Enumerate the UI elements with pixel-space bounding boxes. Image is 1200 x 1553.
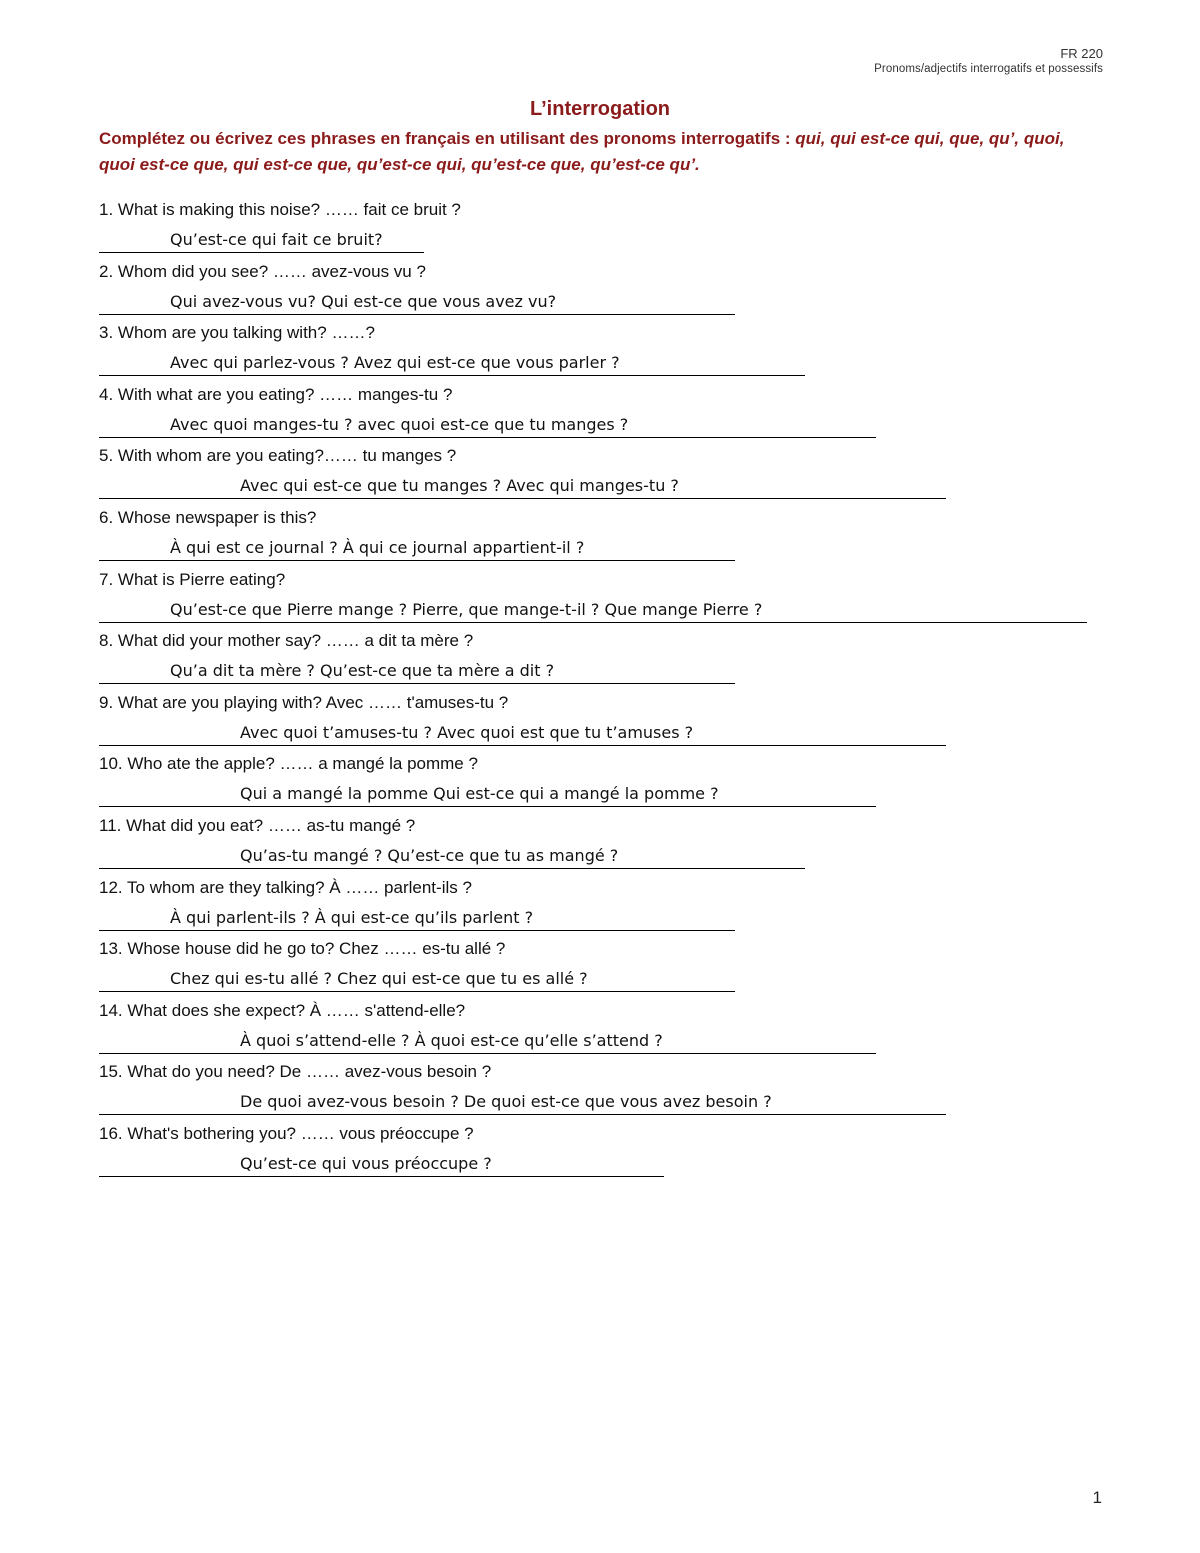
question: 7. What is Pierre eating? — [99, 569, 286, 589]
instructions-pronouns: qui, qui est-ce qui, que, qu’, quoi, quoi est-ce que, qui est-ce que, qu’est-ce qui, qu’est-ce que, qu’est-ce qu’. — [99, 129, 1065, 174]
question: 8. What did your mother say? …… a dit ta mère ? — [99, 631, 474, 651]
exercise-item — [99, 505, 1099, 567]
question: 15. What do you need? De …… avez-vous besoin ? — [99, 1062, 492, 1082]
exercise-list — [99, 197, 1099, 1183]
exercise-item — [99, 751, 1099, 813]
answer-text: Avec quoi t’amuses-tu ? Avec quoi est que tu t’amuses ? — [240, 722, 694, 742]
answer-line[interactable] — [99, 1027, 876, 1054]
exercise-item — [99, 1121, 1099, 1183]
subject-header: Pronoms/adjectifs interrogatifs et possessifs — [874, 63, 1103, 75]
answer-text: De quoi avez-vous besoin ? De quoi est-ce que vous avez besoin ? — [240, 1092, 772, 1112]
question: 10. Who ate the apple? …… a mangé la pomme ? — [99, 754, 478, 774]
exercise-item — [99, 197, 1099, 259]
answer-line[interactable] — [99, 596, 1087, 623]
answer-text: Qui a mangé la pomme Qui est-ce qui a mangé la pomme ? — [240, 784, 719, 804]
answer-line[interactable] — [99, 472, 946, 499]
exercise-item — [99, 1059, 1099, 1121]
answer-text: À quoi s’attend-elle ? À quoi est-ce qu’elle s’attend ? — [240, 1030, 663, 1050]
answer-text: Avec qui parlez-vous ? Avez qui est-ce que vous parler ? — [170, 353, 620, 373]
answer-text: Qu’est-ce qui fait ce bruit? — [170, 230, 383, 249]
answer-line[interactable] — [99, 1150, 664, 1177]
answer-text: Qu’as-tu mangé ? Qu’est-ce que tu as mangé ? — [240, 845, 619, 865]
question: 5. With whom are you eating?…… tu manges ? — [99, 446, 457, 466]
answer-text: Avec qui est-ce que tu manges ? Avec qui manges-tu ? — [240, 476, 679, 496]
exercise-item — [99, 813, 1099, 875]
exercise-item — [99, 567, 1099, 629]
question: 2. Whom did you see? …… avez-vous vu ? — [99, 261, 426, 281]
answer-line[interactable] — [99, 226, 424, 253]
exercise-item — [99, 382, 1099, 444]
answer-text: Qu’est-ce qui vous préoccupe ? — [240, 1153, 492, 1173]
page-number: 1 — [1092, 1488, 1102, 1507]
answer-line[interactable] — [99, 657, 735, 684]
question: 12. To whom are they talking? À …… parlent-ils ? — [99, 877, 472, 897]
question: 3. Whom are you talking with? ……? — [99, 323, 375, 343]
instructions-lead: Complétez ou écrivez ces phrases en français en utilisant des pronoms interrogatifs : — [99, 129, 796, 148]
answer-line[interactable] — [99, 904, 735, 931]
answer-line[interactable] — [99, 411, 876, 438]
exercise-item — [99, 875, 1099, 937]
answer-line[interactable] — [99, 719, 946, 746]
question: 14. What does she expect? À …… s'attend-elle? — [99, 1000, 466, 1020]
answer-text: Avec quoi manges-tu ? avec quoi est-ce que tu manges ? — [170, 414, 629, 434]
answer-text: Qu’a dit ta mère ? Qu’est-ce que ta mère a dit ? — [170, 661, 555, 681]
exercise-item — [99, 628, 1099, 690]
question: 16. What's bothering you? …… vous préoccupe ? — [99, 1123, 474, 1143]
question: 1. What is making this noise? …… fait ce bruit ? — [99, 200, 461, 219]
question: 4. With what are you eating? …… manges-tu ? — [99, 384, 453, 404]
exercise-item — [99, 690, 1099, 752]
answer-line[interactable] — [99, 349, 805, 376]
answer-text: Qu’est-ce que Pierre mange ? Pierre, que mange-t-il ? Que mange Pierre ? — [170, 599, 763, 619]
question: 6. Whose newspaper is this? — [99, 507, 317, 527]
answer-text: À qui est ce journal ? À qui ce journal appartient-il ? — [170, 537, 585, 557]
answer-line[interactable] — [99, 288, 735, 315]
answer-text: Chez qui es-tu allé ? Chez qui est-ce que tu es allé ? — [170, 969, 588, 989]
question: 9. What are you playing with? Avec …… t'amuses-tu ? — [99, 692, 509, 712]
answer-line[interactable] — [99, 534, 735, 561]
exercise-item — [99, 443, 1099, 505]
answer-line[interactable] — [99, 965, 735, 992]
exercise-item — [99, 259, 1099, 321]
page-title: L’interrogation — [530, 98, 670, 120]
answer-text: À qui parlent-ils ? À qui est-ce qu’ils parlent ? — [170, 907, 534, 927]
answer-line[interactable] — [99, 780, 876, 807]
course-code: FR 220 — [1060, 46, 1103, 61]
exercise-item — [99, 936, 1099, 998]
answer-line[interactable] — [99, 842, 805, 869]
question: 11. What did you eat? …… as-tu mangé ? — [99, 815, 416, 835]
instructions — [99, 126, 1099, 178]
question: 13. Whose house did he go to? Chez …… es-tu allé ? — [99, 939, 506, 959]
exercise-item — [99, 320, 1099, 382]
answer-line[interactable] — [99, 1088, 946, 1115]
exercise-item — [99, 998, 1099, 1060]
answer-text: Qui avez-vous vu? Qui est-ce que vous avez vu? — [170, 291, 557, 311]
